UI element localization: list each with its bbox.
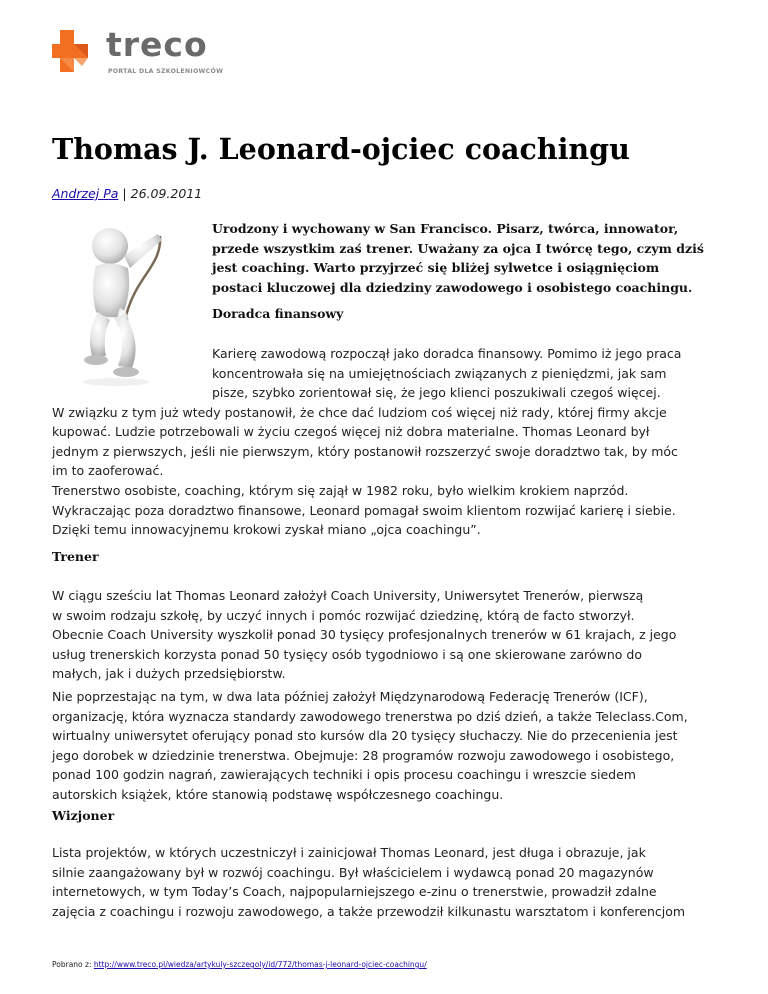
paragraph-line: Lista projektów, w których uczestniczył i zainicjował Thomas Leonard, jest długa i obrazuje, jak (52, 845, 646, 860)
paragraph-line: ponad 100 godzin nagrań, zawierających techniki i opis procesu coachingu i wreszcie siedem (52, 767, 636, 782)
paragraph-line: Dzięki temu innowacyjnemu krokowi zyskał miano „ojca coachingu”. (52, 522, 481, 537)
paragraph-line: usług trenerskich korzysta ponad 50 tysięcy osób tygodniowo i są one skierowane zarówno do (52, 646, 642, 662)
paragraph-line: Trenerstwo osobiste, coaching, którym się zajął w 1982 roku, było wielkim krokiem naprzód. (52, 483, 629, 498)
paragraph-line: zajęcia z coachingu i rozwoju zawodowego, a także przewodził kilkunastu warsztatom i konferencjom (52, 903, 686, 919)
paragraph-line: im to zaoferować. (52, 463, 164, 478)
paragraph-line: jego dorobek w dziedzinie trenerstwa. Obejmuje: 28 programów rozwoju zawodowego i osobistego, (52, 747, 675, 763)
paragraph-line: wirtualny uniwersytet oferujący ponad sto kursów dla 20 tysięcy słuchaczy. Nie do przecenienia jest (52, 728, 678, 743)
paragraph-wizjoner-1 (52, 843, 732, 921)
heading-doradca-finansowy: Doradca finansowy (212, 306, 344, 321)
paragraph-trener-1 (52, 586, 732, 684)
paragraph-line: Nie poprzestając na tym, w dwa lata później założył Międzynarodową Federację Trenerów (ICF), (52, 689, 648, 704)
treco-logo[interactable] (52, 25, 232, 80)
heading-trener: Trener (52, 549, 99, 564)
source-url-link[interactable]: http://www.treco.pl/wiedza/artykuly-szczegoly/id/772/thomas-j-leonard-ojciec-coachingu/ (93, 960, 427, 969)
publish-date: | 26.09.2011 (118, 186, 203, 201)
paragraph-line: silnie zaangażowany był w rozwój coachingu. Był właścicielem i wydawcą ponad 20 magazynów (52, 864, 654, 880)
footer-prefix: Pobrano z: (52, 960, 94, 969)
paragraph-trener-2 (52, 687, 732, 804)
source-footer (52, 960, 427, 969)
author-link[interactable]: Andrzej Pa (52, 186, 119, 201)
paragraph-line: w swoim rodzaju szkołę, by uczyć innych i pomóc rozwijać dziedzinę, którą de facto stworzył. (52, 607, 635, 623)
byline (52, 186, 202, 201)
logo-tagline: PORTAL DLA SZKOLENIOWCÓW (108, 68, 224, 75)
paragraph-line: pisze, szybko zorientował się, że jego klienci poszukiwali czegoś więcej. (212, 385, 661, 400)
logo-wordmark: treco (106, 25, 208, 64)
paragraph-line: Karierę zawodową rozpoczął jako doradca finansowy. Pomimo iż jego praca (212, 346, 682, 361)
heading-wizjoner: Wizjoner (52, 808, 115, 823)
paragraph-line: koncentrowała się na umiejętnościach związanych z pieniędzmi, jak sam (212, 365, 667, 381)
paragraph-line: W związku z tym już wtedy postanowił, że chce dać ludziom coś więcej niż rady, której firmy akcje (52, 404, 667, 420)
treco-plus-icon (52, 30, 96, 78)
paragraph-line: kupować. Ludzie potrzebowali w życiu czegoś więcej niż dobra materialne. Thomas Leonard był (52, 424, 650, 439)
paragraph-line: organizację, która wyznacza standardy zawodowego trenerstwa po dziś dzień, a także Teleclass.Com, (52, 708, 688, 724)
paragraph-line: małych, jak i dużych przedsiębiorstw. (52, 666, 286, 681)
paragraph-doradca-1 (52, 344, 732, 481)
article-title: Thomas J. Leonard-ojciec coachingu (52, 132, 630, 166)
paragraph-line: jednym z pierwszych, jeśli nie pierwszym, który postanowił rozszerzyć swoje doradztwo tak, by móc (52, 443, 678, 459)
paragraph-line: W ciągu sześciu lat Thomas Leonard założył Coach University, Uniwersytet Trenerów, pierwszą (52, 588, 644, 603)
paragraph-doradca-2 (52, 481, 732, 540)
paragraph-line: autorskich książek, które stanowią podstawę współczesnego coachingu. (52, 786, 504, 802)
article-lead: Urodzony i wychowany w San Francisco. Pisarz, twórca, innowator, przede wszystkim zaś trener. Uważany za ojca I twórcę tego, czym dziś jest coaching. Warto przyjrzeć się bliżej sylwetce i osiągnięciom postaci kluczowej dla dziedziny zawodowego i osobistego coachingu. (212, 221, 704, 295)
paragraph-line: Wykraczając poza doradztwo finansowe, Leonard pomagał swoim klientom rozwijać karierę i siebie. (52, 502, 676, 518)
paragraph-line: internetowych, w tym Today’s Coach, najpopularniejszego e-zinu o trenerstwie, prowadził zdalne (52, 884, 657, 899)
paragraph-line: Obecnie Coach University wyszkolił ponad 30 tysięcy profesjonalnych trenerów w 61 krajach, z jego (52, 627, 677, 642)
